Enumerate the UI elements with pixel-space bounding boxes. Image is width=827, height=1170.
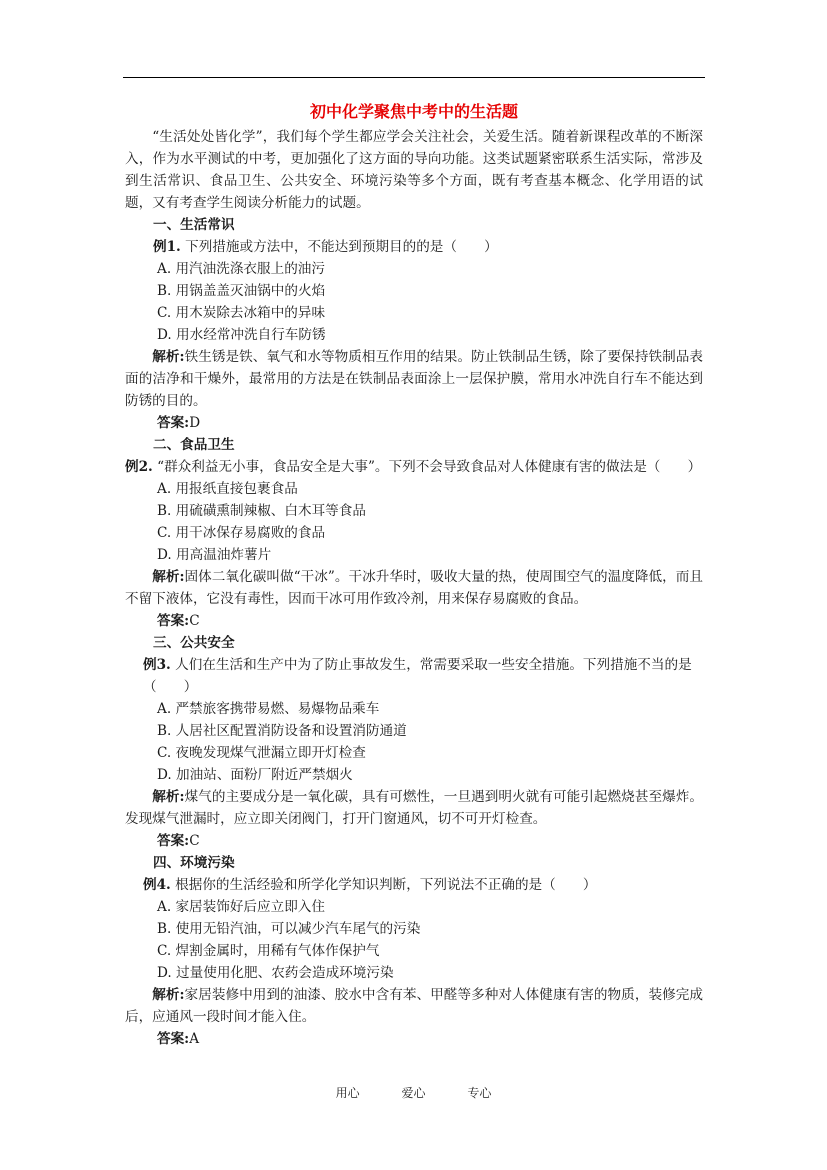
section-life-knowledge [125, 214, 703, 434]
section-heading: 二、食品卫生 [153, 437, 235, 453]
option-a: A. 家居装饰好后应立即入住 [157, 899, 325, 915]
question-text: 根据你的生活经验和所学化学知识判断，下列说法不正确的是（ ） [175, 877, 597, 893]
analysis-text: 煤气的主要成分是一氧化碳，具有可燃性，一旦遇到明火就有可能引起燃烧甚至爆炸。发现煤气泄漏时，应立即关闭阀门，打开门窗通风，切不可开灯检查。 [125, 789, 703, 827]
option-b: B. 用锅盖盖灭油锅中的火焰 [157, 283, 326, 299]
analysis [125, 566, 703, 610]
footer-word: 专心 [467, 1086, 492, 1100]
question [125, 874, 703, 896]
option-d: D. 用水经常冲洗自行车防锈 [157, 327, 326, 343]
question-text: 人们在生活和生产中为了防止事故发生，常需要采取一些安全措施。下列措施不当的是（ ） [143, 657, 692, 695]
answer-label: 答案: [157, 613, 190, 629]
answer [125, 830, 703, 852]
answer-label: 答案: [157, 833, 190, 849]
analysis-text: 铁生锈是铁、氧气和水等物质相互作用的结果。防止铁制品生锈，除了要保持铁制品表面的洁净和干燥外，最常用的方法是在铁制品表面涂上一层保护膜，常用水冲洗自行车不能达到防锈的目的。 [125, 349, 703, 409]
document-body [125, 98, 703, 1050]
analysis-text: 家居装修中用到的油漆、胶水中含有苯、甲醛等多种对人体健康有害的物质，装修完成后，应通风一段时间才能入住。 [125, 987, 703, 1025]
section-heading: 三、公共安全 [153, 635, 235, 651]
example-label: 例4. [143, 877, 171, 893]
analysis-text: 固体二氧化碳叫做“干冰”。干冰升华时，吸收大量的热，使周围空气的温度降低，而且不留下液体，它没有毒性，因而干冰可用作致冷剂，用来保存易腐败的食品。 [125, 569, 703, 607]
question-text: “群众利益无小事，食品安全是大事”。下列不会导致食品对人体健康有害的做法是（ ） [157, 459, 702, 475]
option-c: C. 用干冰保存易腐败的食品 [157, 525, 326, 541]
analysis [125, 346, 703, 412]
option-a: A. 严禁旅客携带易燃、易爆物品乘车 [157, 701, 380, 717]
answer-label: 答案: [157, 415, 190, 431]
option-c: C. 焊割金属时，用稀有气体作保护气 [157, 943, 380, 959]
question [125, 654, 703, 698]
answer [125, 610, 703, 632]
option-b: B. 使用无铅汽油，可以减少汽车尾气的污染 [157, 921, 421, 937]
footer-word: 爱心 [401, 1086, 426, 1100]
answer [125, 1028, 703, 1050]
analysis-label: 解析: [152, 987, 185, 1003]
option-a: A. 用报纸直接包裹食品 [157, 481, 298, 497]
option-b: B. 人居社区配置消防设备和设置消防通道 [157, 723, 407, 739]
option-d: D. 用高温油炸薯片 [157, 547, 272, 563]
question [125, 236, 703, 258]
header-rule [123, 77, 705, 78]
question [125, 456, 703, 478]
answer-value: A [189, 1031, 200, 1047]
answer-value: C [189, 833, 200, 849]
section-heading: 一、生活常识 [153, 217, 235, 233]
analysis-label: 解析: [152, 789, 185, 805]
option-c: C. 夜晚发现煤气泄漏立即开灯检查 [157, 745, 366, 761]
option-d: D. 过量使用化肥、农药会造成环境污染 [157, 965, 394, 981]
section-heading: 四、环境污染 [153, 855, 235, 871]
example-label: 例2. [125, 459, 153, 475]
answer-label: 答案: [157, 1031, 190, 1047]
option-d: D. 加油站、面粉厂附近严禁烟火 [157, 767, 353, 783]
footer-word: 用心 [335, 1086, 360, 1100]
page-footer [0, 1084, 827, 1101]
analysis-label: 解析: [152, 569, 185, 585]
answer-value: D [189, 415, 201, 431]
section-food-hygiene [125, 434, 703, 632]
intro-paragraph: “生活处处皆化学”，我们每个学生都应学会关注社会，关爱生活。随着新课程改革的不断深入，作为水平测试的中考，更加强化了这方面的导向功能。这类试题紧密联系生活实际，常涉及到生活常识、食品卫生、公共安全、环境污染等多个方面，既有考查基本概念、化学用语的试题，又有考查学生阅读分析能力的试题。 [125, 129, 703, 211]
question-text: 下列措施或方法中，不能达到预期目的的是（ ） [185, 239, 498, 255]
option-a: A. 用汽油洗涤衣服上的油污 [157, 261, 325, 277]
option-c: C. 用木炭除去冰箱中的异味 [157, 305, 326, 321]
section-public-safety [125, 632, 703, 852]
analysis [125, 786, 703, 830]
analysis-label: 解析: [152, 349, 185, 365]
example-label: 例3. [143, 657, 171, 673]
option-b: B. 用硫磺熏制辣椒、白木耳等食品 [157, 503, 366, 519]
page-title: 初中化学聚焦中考中的生活题 [309, 102, 518, 121]
section-environment [125, 852, 703, 1050]
example-label: 例1. [153, 239, 181, 255]
analysis [125, 984, 703, 1028]
answer-value: C [189, 613, 200, 629]
answer [125, 412, 703, 434]
